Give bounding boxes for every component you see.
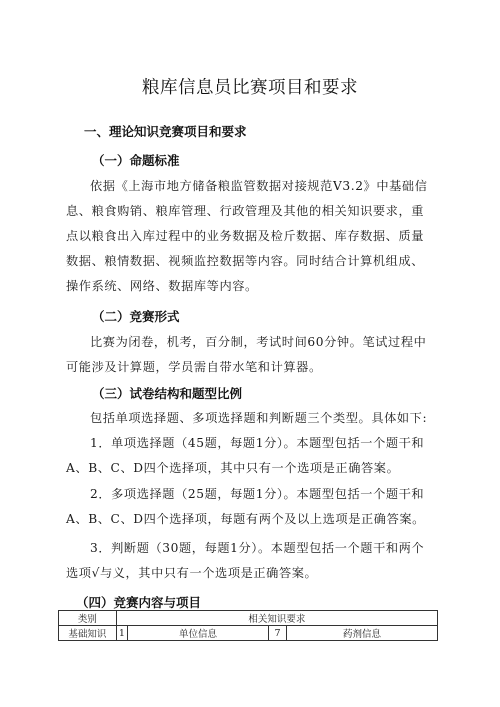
table-cell: 药剂信息 xyxy=(286,626,437,641)
paragraph-true-false: 3．判断题（30题，每题1分）。本题型包括一个题干和两个选项√与义，其中只有一个选项是正确答案。 xyxy=(66,541,425,580)
table-row xyxy=(59,626,438,641)
subheading-competition-format: （二）竞赛形式 xyxy=(92,309,180,324)
paragraph-single-choice: 1．单项选择题（45题，每题1分）。本题型包括一个题干和A、B、C、D四个选择项，其中只有一个选项是正确答案。 xyxy=(66,436,425,475)
page-title: 粮库信息员比赛项目和要求 xyxy=(142,78,358,98)
table-header-category: 类别 xyxy=(59,611,117,626)
subheading-competition-content: （四）竞赛内容与项目 xyxy=(76,595,202,610)
table-header-requirements: 相关知识要求 xyxy=(116,611,437,626)
subheading-paper-structure: （三）试卷结构和题型比例 xyxy=(92,386,243,401)
section-heading-theory: 一、理论知识竞赛项目和要求 xyxy=(84,124,247,139)
paragraph-competition-format: 比赛为闭卷，机考，百分制，考试时间60分钟。笔试过程中可能涉及计算题，学员需自带水笔和计算器。 xyxy=(66,335,427,374)
table-cell: 单位信息 xyxy=(127,626,268,641)
table-cell: 1 xyxy=(116,626,127,641)
table-header-row xyxy=(59,611,438,626)
subheading-proposition-standard: （一）命题标准 xyxy=(92,153,180,168)
requirements-table xyxy=(58,610,438,641)
paragraph-multiple-choice: 2．多项选择题（25题，每题1分）。本题型包括一个题干和A、B、C、D四个选择项，每题有两个及以上选项是正确答案。 xyxy=(66,487,425,526)
table-cell: 7 xyxy=(269,626,287,641)
paragraph-proposition-standard: 依据《上海市地方储备粮监管数据对接规范V3.2》中基础信息、粮食购销、粮库管理、行政管理及其他的相关知识要求，重点以粮食出入库过程中的业务数据及检斤数据、库存数据、质量数据、粮情数据、视频监控数据等内容。同时结合计算机组成、操作系统、网络、数据库等内容。 xyxy=(66,179,428,293)
paragraph-paper-structure-intro: 包括单项选择题、多项选择题和判断题三个类型。具体如下: xyxy=(90,411,428,425)
table-cell: 基础知识 xyxy=(59,626,117,641)
